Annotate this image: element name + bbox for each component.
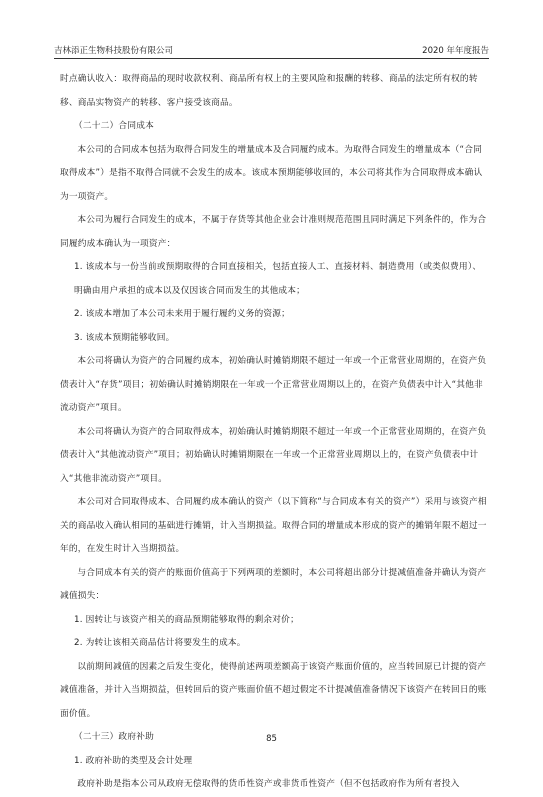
document-body (60, 68, 487, 797)
subsection-heading: 1. 政府补助的类型及会计处理 (74, 755, 193, 766)
list-item: 1. 因转让与该资产相关的商品预期能够取得的剩余对价； (74, 614, 299, 625)
paragraph-text: 本公司对合同取得成本、合同履约成本确认的资产（以下简称“与合同成本有关的资产”）采用与该资产相关的商品收入确认相同的基础进行摊销，计入当期损益。取得合同的增量成本形成的资产的摊销年限不超过一年的，在发生时计入当期损益。 (60, 497, 487, 554)
section-heading: （二十二）合同成本 (74, 121, 154, 131)
list-item: 1. 该成本与一份当前或预期取得的合同直接相关，包括直接人工、直接材料、制造费用（或类似费用）、明确由用户承担的成本以及仅因该合同而发生的其他成本； (74, 262, 482, 296)
paragraph-text: 时点确认收入：取得商品的现时收款权利、商品所有权上的主要风险和报酬的转移、商品的法定所有权的转移、商品实物资产的转移、客户接受该商品。 (60, 74, 478, 108)
list-item: 3. 该成本预期能够收回。 (74, 332, 175, 343)
paragraph-text: 以前期间减值的因素之后发生变化，使得前述两项差额高于该资产账面价值的，应当转回原已计提的资产减值准备，并计入当期损益，但转回后的资产账面价值不超过假定不计提减值准备情况下该资产在转回日的账面价值。 (60, 661, 487, 719)
report-title: 2020 年年度报告 (422, 46, 489, 56)
paragraph-text: 本公司的合同成本包括为取得合同发生的增量成本及合同履约成本。为取得合同发生的增量成本（“合同取得成本”）是指不取得合同就不会发生的成本。该成本预期能够收回的，本公司将其作为合同取得成本确认为一项资产。 (60, 144, 483, 202)
paragraph-text: 本公司将确认为资产的合同取得成本，初始确认时摊销期限不超过一年或一个正常营业周期的，在资产负债表计入“其他流动资产”项目；初始确认时摊销期限在一年或一个正常营业周期以上的，在资产负债表中计入“其他非流动资产”项目。 (60, 426, 487, 484)
paragraph-text: 本公司为履行合同发生的成本，不属于存货等其他企业会计准则规范范围且同时满足下列条件的，作为合同履约成本确认为一项资产： (60, 215, 487, 249)
section-heading: （二十三）政府补助 (74, 732, 154, 742)
paragraph-text: 本公司将确认为资产的合同履约成本，初始确认时摊销期限不超过一年或一个正常营业周期的，在资产负债表计入“存货”项目；初始确认时摊销期限在一年或一个正常营业周期以上的，在资产负债表中计入“其他非流动资产”项目。 (60, 356, 487, 413)
list-item: 2. 为转让该相关商品估计将要发生的成本。 (74, 638, 246, 648)
company-name: 吉林添正生物科技股份有限公司 (54, 46, 174, 56)
list-item: 2. 该成本增加了本公司未来用于履行履约义务的资源； (74, 309, 291, 319)
paragraph-text: 与合同成本有关的资产的账面价值高于下列两项的差额时，本公司将超出部分计提减值准备并确认为资产减值损失： (60, 567, 487, 601)
page-header (54, 44, 489, 58)
paragraph-text: 政府补助是指本公司从政府无偿取得的货币性资产或非货币性资产（但不包括政府作为所有者投入 (77, 779, 460, 789)
header-divider (54, 58, 489, 59)
page-number: 85 (266, 734, 277, 744)
